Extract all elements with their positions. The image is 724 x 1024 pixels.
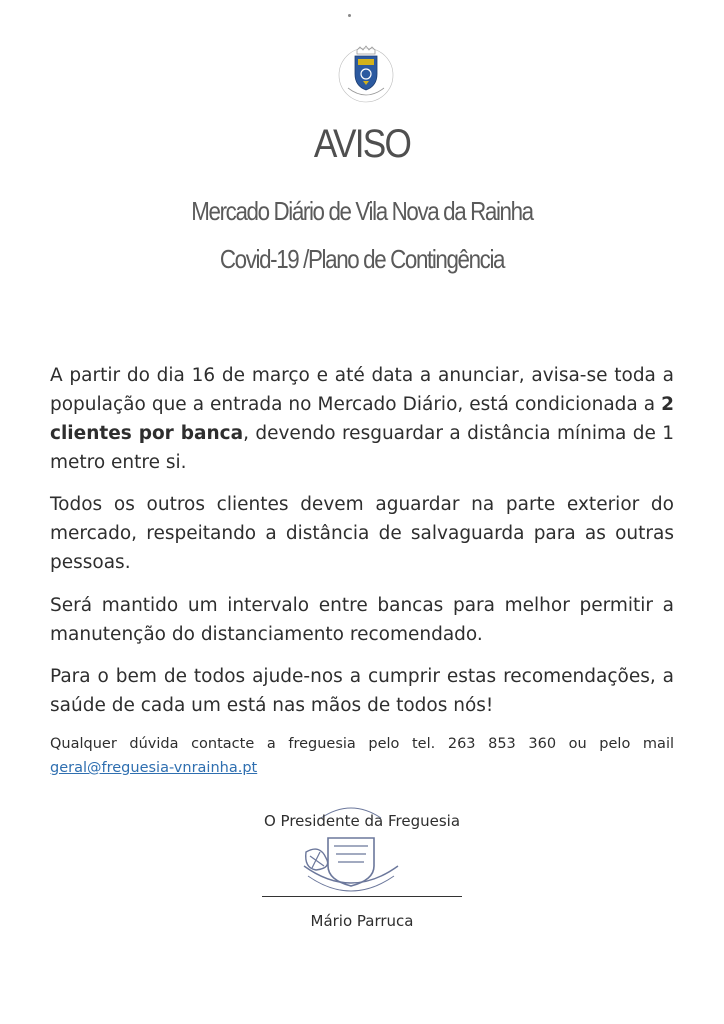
- bold-clients-limit: 2 clientes por banca: [50, 394, 674, 444]
- notice-heading: AVISO: [313, 122, 411, 166]
- paragraph-recommendations: Para o bem de todos ajude-nos a cumprir estas recomendações, a saúde de cada um está nas mãos de todos nós!: [50, 666, 674, 716]
- notice-title-line2: Covid-19 /Plano de Contingência: [219, 244, 505, 274]
- paragraph-waiting-outside: Todos os outros clientes devem aguardar na parte exterior do mercado, respeitando a distância de salvaguarda para as outras pessoas.: [50, 494, 674, 573]
- contact-email-link[interactable]: geral@freguesia-vnrainha.pt: [50, 760, 258, 776]
- signature-line: [262, 896, 462, 897]
- paragraph-entry-rules: [50, 361, 674, 477]
- paragraph-text: , devendo resguardar a distância mínima de 1 metro entre si.: [50, 423, 674, 473]
- signer-role: O Presidente da Freguesia: [263, 812, 461, 830]
- contact-info: [50, 732, 674, 780]
- scan-speck: [348, 14, 351, 17]
- paragraph-stall-spacing: Será mantido um intervalo entre bancas para melhor permitir a manutenção do distanciamento recomendado.: [50, 595, 674, 645]
- parish-crest-logo: [336, 44, 396, 106]
- paragraph-text: A partir do dia 16 de março e até data a anunciar, avisa-se toda a população que a entrada no Mercado Diário, está condicionada a: [50, 365, 674, 415]
- signer-name: Mário Parruca: [310, 912, 414, 930]
- contact-text: Qualquer dúvida contacte a freguesia pelo tel. 263 853 360 ou pelo mail: [50, 736, 674, 752]
- notice-title-line1: Mercado Diário de Vila Nova da Rainha: [191, 196, 533, 226]
